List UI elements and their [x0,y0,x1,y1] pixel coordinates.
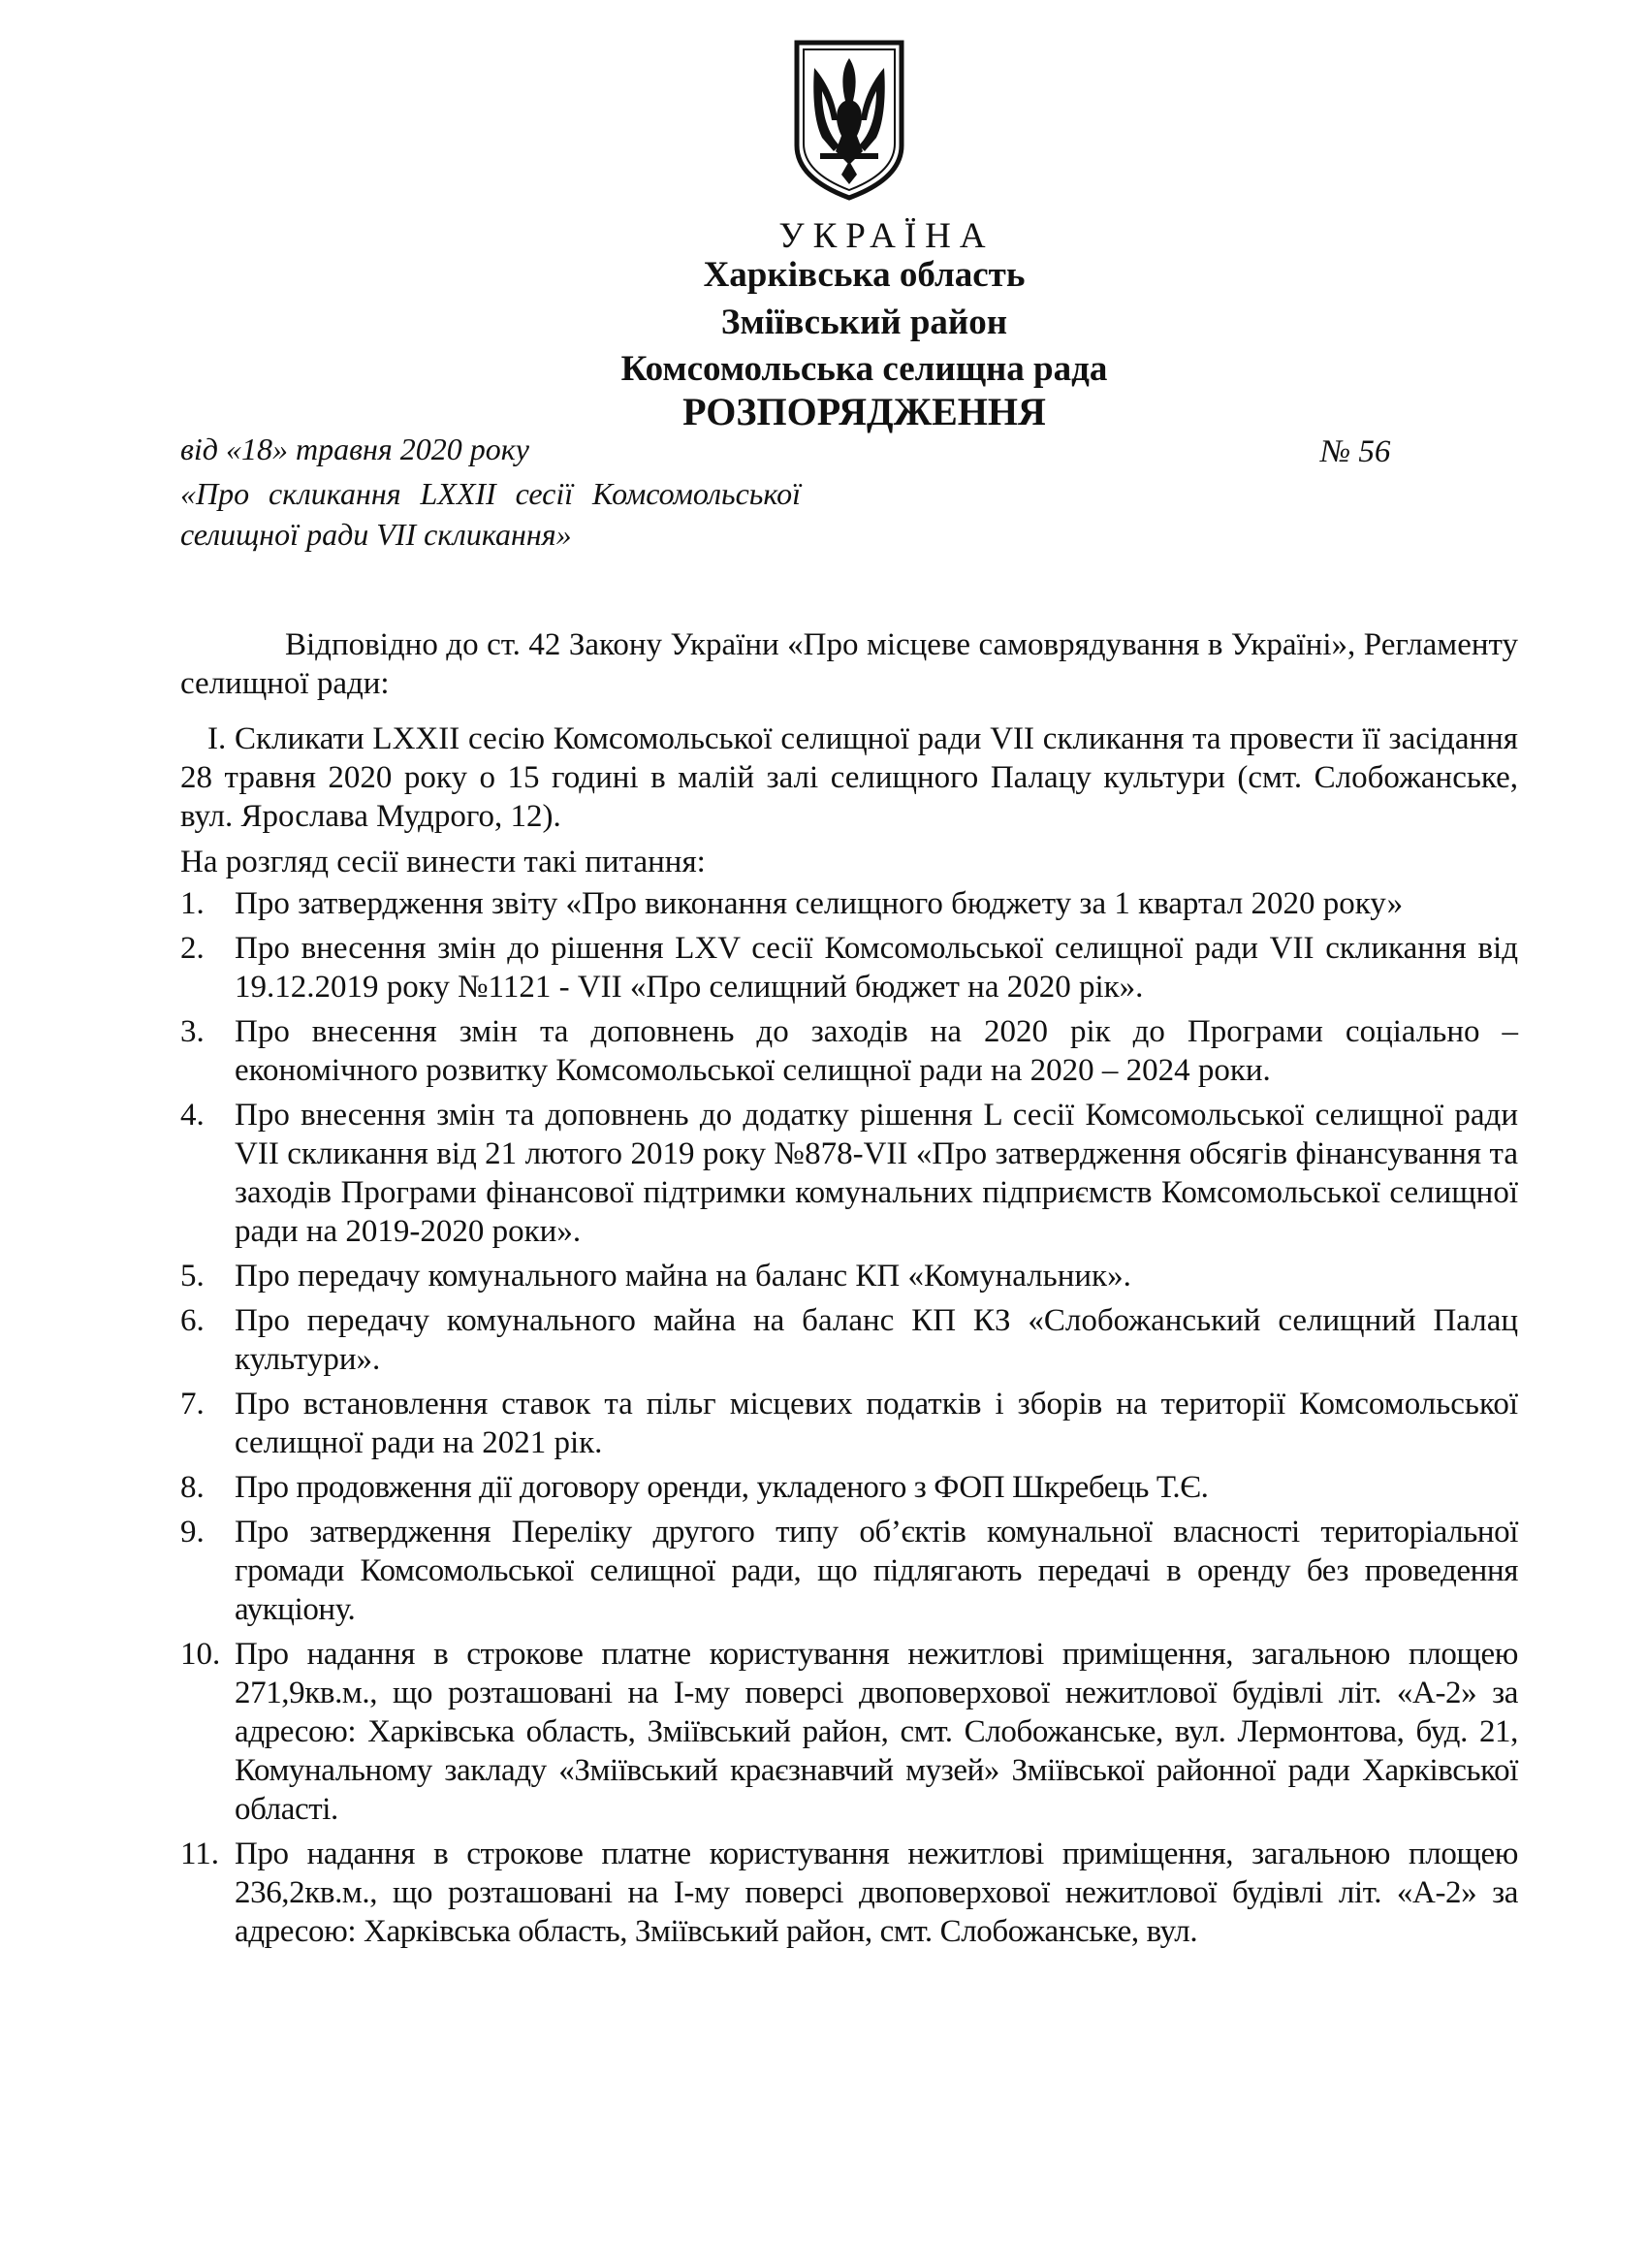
item-text: Про внесення змін та доповнень до додатку рішення L сесії Комсомольської селищної ради VII скликання від 21 лютого 2019 року №878-VII «Про затвердження обсягів фінансування та заходів Програми фінансової підтримки комунальних підприємств Комсомольської селищної ради на 2019-2020 роки». [235,1098,1518,1249]
item-text: Про надання в строкове платне користування нежитлові приміщення, загальною площею 236,2кв.м., що розташовані на I-му поверсі двоповерхової нежитлової будівлі літ. «А-2» за адресою: Харківська область, Зміївський район, смт. Слобожанське, вул. [235,1837,1518,1949]
item-number: 1. [180,886,205,921]
item-number: 8. [180,1470,205,1505]
region-title: Харківська область [703,255,1026,295]
item-text: Про продовження дії договору оренди, укладеного з ФОП Шкребець Т.Є. [235,1470,1209,1505]
country-title: УКРАЇНА [778,216,995,256]
item-number: 5. [180,1259,205,1294]
list-item [180,929,1518,1006]
agenda-list [180,884,1518,1957]
list-item [180,1301,1518,1379]
district-title: Зміївський район [720,303,1008,342]
item-number: 11. [180,1837,220,1871]
item-number: 9. [180,1515,205,1549]
list-item [180,1835,1518,1951]
item-text: Про затвердження Переліку другого типу об’єктів комунальної власності територіальної громади Комсомольської селищної ради, що підлягають передачі в оренду без проведення аукціону. [235,1515,1518,1627]
item-text: Про встановлення ставок та пільг місцевих податків і зборів на території Комсомольської селищної ради на 2021 рік. [235,1387,1518,1460]
item-number: 4. [180,1098,205,1133]
order-paragraph: I. Скликати LXXII сесію Комсомольської селищної ради VII скликання та провести її засідання 28 травня 2020 року о 15 годині в малій залі селищного Палацу культури (смт. Слобожанське, вул. Ярослава Мудрого, 12). [180,721,1518,834]
item-number: 6. [180,1303,205,1338]
document-type-title: РОЗПОРЯДЖЕННЯ [682,390,1046,433]
document-number: № 56 [1320,434,1391,469]
agenda-heading: На розгляд сесії винести такі питання: [180,845,706,879]
item-number: 7. [180,1387,205,1421]
list-item [180,1385,1518,1462]
council-title: Комсомольська селищна рада [620,349,1108,389]
item-text: Про затвердження звіту «Про виконання селищного бюджету за 1 квартал 2020 року» [235,886,1404,921]
list-item [180,1257,1518,1295]
trident-emblem-icon [789,37,909,202]
list-item [180,1468,1518,1507]
item-number: 3. [180,1014,205,1049]
intro-paragraph: Відповідно до ст. 42 Закону України «Про місцеве самоврядування в Україні», Регламенту селищної ради: [180,627,1518,701]
document-date: від «18» травня 2020 року [180,431,529,466]
item-number: 10. [180,1637,221,1672]
list-item [180,884,1518,923]
list-item [180,1012,1518,1090]
list-item [180,1096,1518,1251]
document-subject: «Про скликання LXXII сесії Комсомольської селищної ради VII скликання» [180,476,801,552]
item-text: Про передачу комунального майна на баланс КП «Комунальник». [235,1259,1131,1294]
item-number: 2. [180,931,205,966]
item-text: Про внесення змін та доповнень до заходів на 2020 рік до Програми соціально – економічного розвитку Комсомольської селищної ради на 2020 – 2024 роки. [235,1014,1518,1088]
item-text: Про внесення змін до рішення LXV сесії Комсомольської селищної ради VII скликання від 19.12.2019 року №1121 - VII «Про селищний бюджет на 2020 рік». [235,931,1518,1005]
item-text: Про надання в строкове платне користування нежитлові приміщення, загальною площею 271,9кв.м., що розташовані на I-му поверсі двоповерхової нежитлової будівлі літ. «А-2» за адресою: Харківська область, Зміївський район, смт. Слобожанське, вул. Лермонтова, буд. 21, Комунальному закладу «Зміївський краєзнавчий музей» Зміївської районної ради Харківської області. [235,1637,1518,1827]
list-item [180,1513,1518,1629]
list-item [180,1635,1518,1829]
item-text: Про передачу комунального майна на баланс КП КЗ «Слобожанський селищний Палац культури». [235,1303,1518,1377]
